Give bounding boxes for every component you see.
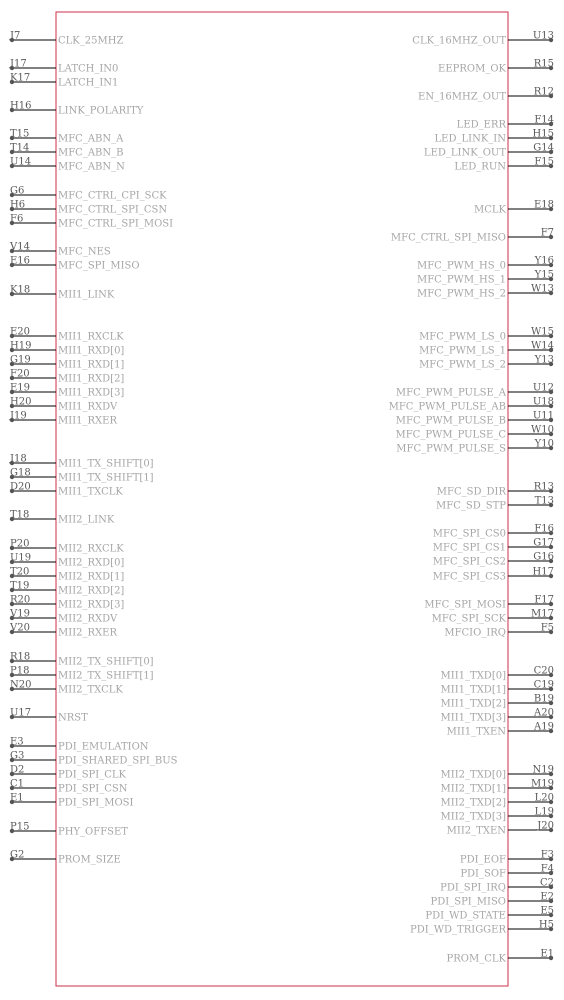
pin-number: M19 — [531, 778, 554, 790]
pin-number: B19 — [533, 693, 554, 705]
pin-number: G3 — [10, 750, 25, 762]
pin-number: R20 — [10, 594, 31, 606]
pin-name: MFC_SPI_CS2 — [432, 556, 506, 568]
pin-name: MII1_RXD[2] — [58, 373, 125, 385]
pin-number: R18 — [10, 651, 31, 663]
right-pin-mii1-txen — [447, 722, 554, 738]
pin-name: LATCH_IN1 — [58, 77, 119, 89]
pin-number: J19 — [10, 410, 27, 422]
pin-number: V19 — [10, 608, 30, 620]
pin-number: G16 — [533, 551, 554, 563]
right-pin-mfc-pwm-ls-2 — [419, 355, 554, 371]
pin-name: MII1_TX_SHIFT[1] — [58, 472, 154, 484]
pin-number: J20 — [537, 820, 554, 832]
right-pin-mfc-ctrl-spi-miso — [391, 228, 554, 244]
pin-number: J7 — [10, 30, 21, 42]
pin-number: G19 — [10, 354, 31, 366]
pin-name: CLK_16MHZ_OUT — [412, 35, 506, 47]
pin-number: U12 — [532, 382, 554, 394]
pin-name: MFC_SPI_MISO — [58, 260, 140, 272]
pin-number: K17 — [10, 72, 31, 84]
pin-name: NRST — [58, 712, 88, 724]
pin-name: MII1_TXD[0] — [440, 670, 506, 682]
pin-name: MFC_SPI_CS1 — [432, 542, 506, 554]
pin-name: MII2_TXCLK — [58, 684, 123, 696]
pin-number: P20 — [10, 538, 30, 550]
pin-number: G6 — [10, 185, 25, 197]
pin-name: MFC_PWM_LS_0 — [419, 331, 506, 343]
pin-name: MII1_TXD[3] — [440, 712, 506, 724]
left-pin-pdi-spi-mosi — [10, 793, 134, 809]
left-pin-pdi-emulation — [10, 737, 149, 753]
pin-number: G14 — [533, 142, 554, 154]
left-pin-mii1-txclk — [10, 482, 124, 498]
pin-number: H20 — [10, 396, 32, 408]
right-pin-eeprom-ok — [438, 59, 554, 75]
pin-number: M17 — [531, 608, 554, 620]
pin-number: T19 — [10, 580, 30, 592]
pin-name: EN_16MHZ_OUT — [418, 91, 506, 103]
pin-name: MFC_PWM_PULSE_C — [395, 429, 506, 441]
left-pin-clk-25mhz — [9, 31, 123, 47]
pin-name: MFC_ABN_N — [58, 161, 125, 173]
pin-name: MII2_RXDV — [58, 613, 118, 625]
pin-name: PDI_WD_STATE — [425, 910, 506, 922]
right-pin-mfc-pwm-pulse-ab — [389, 397, 554, 413]
pin-number: U13 — [532, 30, 554, 42]
pin-name: MII1_RXDV — [58, 401, 118, 413]
pin-number: F3 — [540, 849, 554, 861]
pin-name: PROM_SIZE — [58, 854, 121, 866]
right-pin-pdi-spi-miso — [431, 892, 554, 908]
pin-name: MFC_SPI_CS0 — [432, 528, 506, 540]
pin-name: MFC_CTRL_SPI_MISO — [390, 232, 506, 244]
pin-number: H6 — [10, 199, 26, 211]
pin-name: MFC_ABN_B — [58, 147, 124, 159]
pin-number: A20 — [534, 707, 554, 719]
pin-name: MII1_RXD[3] — [58, 387, 125, 399]
right-pin-mfc-pwm-pulse-s — [396, 439, 554, 455]
pin-number: E1 — [540, 948, 554, 960]
pin-name: MFC_SPI_MOSI — [424, 599, 506, 611]
pin-name: MFC_SD_STP — [436, 500, 506, 512]
pin-name: MCLK — [473, 204, 506, 216]
pin-number: J17 — [10, 58, 27, 70]
pin-name: MII1_TXD[1] — [440, 684, 506, 696]
pin-number: C19 — [533, 679, 554, 691]
pin-number: T18 — [10, 509, 30, 521]
right-pin-prom-clk — [447, 949, 554, 965]
pin-name: MII2_RXER — [58, 627, 117, 639]
right-pin-en-16mhz-out — [418, 87, 554, 103]
pin-number: U18 — [532, 396, 554, 408]
pin-number: W13 — [530, 283, 554, 295]
pin-name: MFCIO_IRQ — [444, 627, 506, 639]
pin-name: LED_LINK_OUT — [423, 147, 506, 159]
pin-number: L19 — [534, 806, 554, 818]
pin-number: D20 — [10, 481, 31, 493]
right-pin-mfc-pwm-pulse-c — [396, 425, 555, 441]
pin-number: U19 — [10, 552, 32, 564]
pin-name: MFC_CTRL_SPI_MOSI — [58, 218, 174, 230]
pin-number: F16 — [534, 523, 554, 535]
left-pin-link-polarity — [10, 101, 144, 117]
pin-name: MII2_RXD[3] — [58, 599, 125, 611]
pin-number: N19 — [532, 764, 554, 776]
left-pin-mfc-abn-n — [10, 157, 125, 173]
pin-number: E20 — [10, 326, 31, 338]
pin-number: H5 — [538, 919, 554, 931]
pin-number: E3 — [10, 736, 24, 748]
pin-number: A19 — [534, 721, 554, 733]
pin-name: MFC_ABN_A — [58, 133, 124, 145]
right-pin-mfc-sd-stp — [436, 496, 554, 512]
pin-number: E19 — [10, 382, 31, 394]
pin-name: MII1_TXEN — [446, 726, 506, 738]
pin-name: PDI_SPI_CSN — [58, 783, 128, 795]
right-pin-pdi-wd-trigger — [410, 920, 554, 936]
pin-number: C2 — [539, 877, 554, 889]
pin-name: MII1_TXCLK — [58, 486, 123, 498]
right-pin-group — [389, 31, 554, 965]
pin-name: MII1_RXD[1] — [58, 359, 125, 371]
right-pin-led-run — [454, 157, 554, 173]
right-pin-mfc-pwm-hs-2 — [417, 284, 554, 300]
pin-number: L20 — [534, 792, 554, 804]
right-pin-mclk — [474, 200, 554, 216]
pin-name: MII1_RXD[0] — [58, 345, 125, 357]
right-pin-clk-16mhz-out — [412, 31, 554, 47]
pin-name: MFC_SPI_SCK — [431, 613, 506, 625]
left-pin-mfc-ctrl-spi-csn — [10, 200, 168, 216]
pin-name: MII2_TXD[0] — [440, 769, 506, 781]
pin-number: F7 — [540, 227, 554, 239]
pin-name: PDI_WD_TRIGGER — [410, 924, 506, 936]
pin-number: E5 — [540, 905, 554, 917]
pin-number: C1 — [10, 778, 25, 790]
pin-number: V14 — [10, 241, 30, 253]
pin-name: MII1_TXD[2] — [440, 698, 506, 710]
pin-number: E16 — [10, 255, 31, 267]
pin-number: H16 — [10, 100, 32, 112]
pin-number: T15 — [10, 128, 30, 140]
pin-name: PDI_SPI_IRQ — [440, 882, 506, 894]
pin-number: N20 — [10, 679, 32, 691]
pin-number: J18 — [10, 453, 27, 465]
right-pin-mfc-pwm-pulse-a — [396, 383, 554, 399]
left-pin-nrst — [10, 708, 88, 724]
left-pin-mii2-txclk — [10, 680, 124, 696]
pin-number: F20 — [10, 368, 30, 380]
right-pin-mfc-spi-cs2 — [433, 552, 554, 568]
left-pin-mfc-spi-miso — [10, 256, 140, 272]
pin-name: MFC_PWM_PULSE_AB — [388, 401, 506, 413]
pin-number: F14 — [534, 114, 554, 126]
pin-number: G2 — [10, 849, 25, 861]
pin-name: LED_LINK_IN — [434, 133, 506, 145]
left-pin-phy-offset — [10, 822, 128, 838]
pin-name: LED_ERR — [456, 119, 506, 131]
pin-number: T13 — [534, 495, 554, 507]
pin-number: W15 — [530, 326, 554, 338]
pin-name: MII1_RXCLK — [58, 331, 124, 343]
pin-name: MFC_CTRL_CPI_SCK — [58, 190, 167, 202]
pin-name: MFC_PWM_PULSE_B — [395, 415, 506, 427]
pin-number: E2 — [540, 891, 554, 903]
pin-number: P15 — [10, 821, 30, 833]
pin-name: MFC_SPI_CS3 — [432, 571, 506, 583]
pin-number: E1 — [10, 792, 24, 804]
pin-name: PDI_SHARED_SPI_BUS — [58, 755, 178, 767]
pin-name: MII2_LINK — [58, 514, 115, 526]
pin-name: MFC_CTRL_SPI_CSN — [58, 204, 168, 216]
left-pin-group — [9, 31, 178, 866]
pin-number: R15 — [533, 58, 554, 70]
pin-name: LATCH_IN0 — [58, 63, 119, 75]
right-pin-mfc-spi-sck — [432, 609, 554, 625]
pin-name: MFC_PWM_PULSE_A — [395, 387, 506, 399]
pin-name: MFC_PWM_LS_1 — [419, 345, 506, 357]
pin-name: MII2_RXCLK — [58, 543, 124, 555]
pin-number: V20 — [10, 622, 30, 634]
pin-number: F6 — [10, 213, 24, 225]
pin-number: Y10 — [534, 438, 554, 450]
left-pin-latch-in1 — [10, 73, 119, 89]
pin-number: K18 — [10, 284, 31, 296]
pin-name: MII2_TXD[1] — [440, 783, 506, 795]
pin-name: MFC_PWM_PULSE_S — [396, 443, 506, 455]
pin-number: G18 — [10, 467, 31, 479]
pin-number: F15 — [534, 156, 554, 168]
left-pin-mfc-ctrl-spi-mosi — [10, 214, 173, 230]
pin-name: MFC_PWM_HS_2 — [416, 288, 506, 300]
pin-number: W10 — [530, 424, 554, 436]
left-pin-mfc-ctrl-cpi-sck — [10, 186, 167, 202]
right-pin-pdi-wd-state — [425, 906, 554, 922]
pin-name: LINK_POLARITY — [58, 105, 144, 117]
pin-number: F5 — [540, 622, 554, 634]
pin-number: H15 — [532, 128, 554, 140]
pin-number: F4 — [540, 863, 554, 875]
pin-number: R13 — [533, 481, 554, 493]
right-pin-mfcio-irq — [444, 623, 554, 639]
right-pin-mfc-pwm-hs-0 — [417, 256, 554, 272]
pin-name: PROM_CLK — [446, 953, 506, 965]
pin-name: EEPROM_OK — [438, 63, 506, 75]
left-pin-pdi-spi-clk — [10, 765, 127, 781]
pin-name: LED_RUN — [454, 161, 506, 173]
pin-number: U14 — [10, 156, 32, 168]
pin-number: T14 — [10, 142, 30, 154]
pin-name: PDI_EMULATION — [58, 741, 149, 753]
pin-name: MFC_PWM_HS_0 — [416, 260, 506, 272]
pin-name: MII2_TXEN — [446, 825, 506, 837]
pin-name: MII2_RXD[1] — [58, 571, 125, 583]
pin-number: T20 — [10, 566, 30, 578]
left-pin-mii2-link — [10, 510, 115, 526]
pin-name: PDI_SPI_MISO — [430, 896, 506, 908]
left-pin-pdi-spi-csn — [10, 779, 128, 795]
left-pin-mii2-tx-shift-0 — [10, 652, 154, 668]
pin-number: G17 — [533, 537, 554, 549]
pin-name: MII2_RXD[0] — [58, 557, 125, 569]
pin-number: F17 — [534, 594, 554, 606]
pin-name: MII2_TXD[3] — [440, 811, 506, 823]
pin-name: MFC_PWM_LS_2 — [419, 359, 506, 371]
pin-number: W14 — [530, 340, 554, 352]
left-pin-mii2-rxer — [9, 623, 117, 639]
right-pin-pdi-spi-irq — [440, 878, 554, 894]
pin-name: PDI_SOF — [460, 868, 506, 880]
pin-name: MFC_SD_DIR — [436, 486, 506, 498]
pin-number: D2 — [10, 764, 25, 776]
pin-number: H17 — [532, 566, 554, 578]
right-pin-mfc-spi-cs3 — [433, 567, 554, 583]
left-pin-prom-size — [10, 850, 121, 866]
pin-name: MFC_PWM_HS_1 — [416, 274, 506, 286]
left-pin-pdi-shared-spi-bus — [10, 751, 178, 767]
pin-name: MFC_NES — [58, 246, 111, 258]
left-pin-mii1-link — [10, 285, 115, 301]
pin-name: PDI_EOF — [459, 854, 506, 866]
pin-number: E18 — [533, 199, 554, 211]
pin-name: MII2_TX_SHIFT[0] — [58, 656, 154, 668]
left-pin-mii1-rxer — [9, 411, 117, 427]
left-pin-mii1-tx-shift-1 — [10, 468, 154, 484]
pin-number: Y16 — [534, 255, 554, 267]
pin-number: U11 — [532, 410, 554, 422]
pin-name: PDI_SPI_MOSI — [58, 797, 134, 809]
pin-number: Y13 — [534, 354, 554, 366]
pin-number: Y15 — [534, 269, 554, 281]
pin-name: MII1_RXER — [58, 415, 117, 427]
pin-name: PHY_OFFSET — [58, 826, 128, 838]
right-pin-mii2-txen — [447, 821, 554, 837]
pin-name: PDI_SPI_CLK — [58, 769, 126, 781]
pin-name: MII2_RXD[2] — [58, 585, 125, 597]
pin-number: P18 — [10, 665, 30, 677]
pin-name: MII2_TX_SHIFT[1] — [58, 670, 154, 682]
pin-name: MII2_TXD[2] — [440, 797, 506, 809]
pin-name: MII1_LINK — [58, 289, 115, 301]
pin-number: R12 — [533, 86, 554, 98]
pin-number: C20 — [533, 665, 554, 677]
pin-name: CLK_25MHZ — [58, 35, 124, 47]
pin-name: MII1_TX_SHIFT[0] — [58, 458, 154, 470]
pin-number: H19 — [10, 340, 32, 352]
pin-number: U17 — [10, 707, 32, 719]
